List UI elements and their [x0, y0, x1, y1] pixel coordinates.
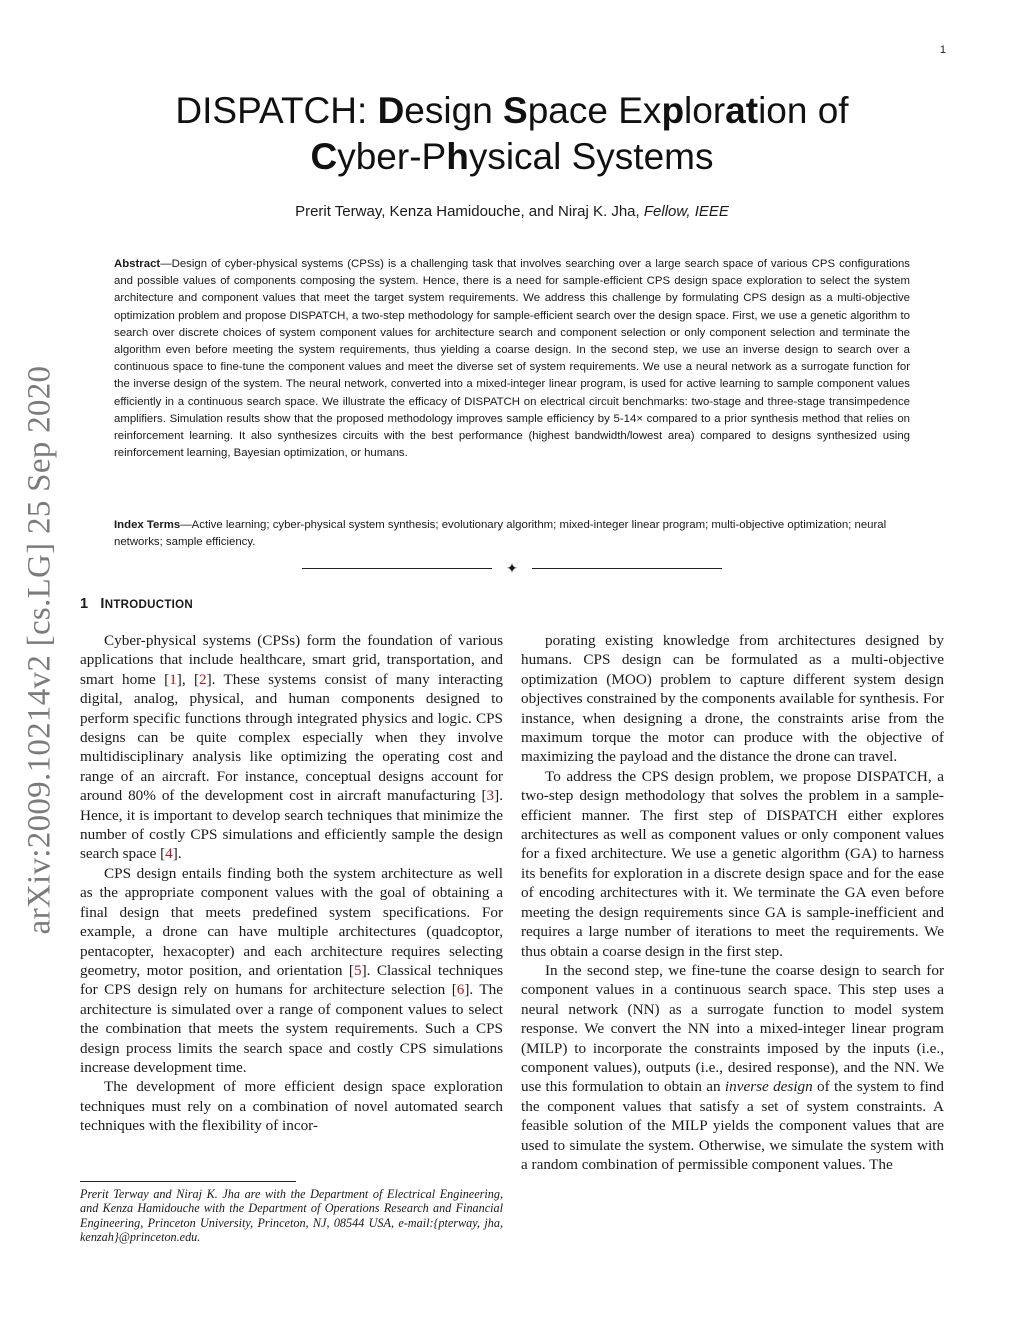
- paragraph-text: ].: [172, 845, 182, 863]
- body-paragraph: [521, 767, 944, 961]
- paragraph-text: CPS design entails finding both the system architecture as well as the appropriate component values with the goal of obtaining a final design that meets predefined system specifications. For example, a drone can have multiple architectures (quadcoptor, pentacopter, hexacopter) and each architecture requires selecting geometry, motor position, and orientation [: [80, 864, 503, 979]
- paper-title: [100, 88, 924, 180]
- paragraph-text: ]. Classical techniques for CPS design rely on humans for architecture selection [: [80, 961, 503, 999]
- paragraph-text: In the second step, we fine-tune the coarse design to search for component values in a continuous search space. This step uses a neural network (NN) as a surrogate function to model system response. We convert the NN into a mixed-integer linear program (MILP) to incorporate the constraints imposed by the inputs (i.e., component values), outputs (i.e., desired response), and the NN. We use this formulation to obtain an: [521, 961, 944, 1096]
- left-column: [80, 631, 503, 1136]
- body-paragraph: [80, 864, 503, 1077]
- section-heading: [80, 596, 193, 612]
- body-paragraph: [80, 1077, 503, 1135]
- paragraph-text: Cyber-physical systems (CPSs) form the foundation of various applications that include healthcare, smart grid, transportation, and smart home [: [80, 632, 503, 688]
- footnote-rule: [80, 1181, 296, 1182]
- abstract-label: Abstract: [114, 258, 161, 270]
- title-segment: p: [661, 90, 685, 131]
- author-fellow: Fellow, IEEE: [643, 203, 729, 220]
- divider-star-icon: ✦: [506, 561, 518, 577]
- section-title-rest: NTRODUCTION: [104, 599, 193, 611]
- body-paragraph: [521, 631, 944, 767]
- divider-line-right: [532, 568, 722, 569]
- citation-link[interactable]: 1: [169, 670, 177, 688]
- title-segment: yber-P: [337, 136, 447, 177]
- paragraph-text: ]. These systems consist of many interacting digital, analog, physical, and human components designed to perform specific functions through integrated physics and logic. CPS designs can be quite complex especially when they involve multidisciplinary analysis like optimizing the operating cost and range of an aircraft. For instance, conceptual designs account for around 80% of the development cost in aircraft manufacturing [: [80, 670, 503, 805]
- emphasis-text: inverse design: [724, 1078, 813, 1096]
- body-paragraph: [80, 631, 503, 864]
- citation-link[interactable]: 5: [353, 961, 362, 979]
- index-terms-label: Index Terms: [114, 519, 181, 531]
- section-title-initial: I: [100, 596, 105, 612]
- footnote: Prerit Terway and Niraj K. Jha are with the Department of Electrical Engineering, and Kenza Hamidouche with the Department of Operations Research and Financial Engineering, Princeton University, Princeton, NJ, 08544 USA, e-mail:{pterway, jha, kenzah}@princeton.edu.: [80, 1187, 503, 1244]
- index-terms-text: —Active learning; cyber-physical system synthesis; evolutionary algorithm; mixed-integer linear program; multi-objective optimization; neural networks; sample efficiency.: [114, 519, 887, 549]
- citation-link[interactable]: 6: [456, 981, 465, 999]
- paragraph-text: To address the CPS design problem, we propose DISPATCH, a two-step design methodology that solves the problem in a sample-efficient manner. The first step of DISPATCH either explores architectures as well as component values or only component values for a fixed architecture. We use a genetic algorithm (GA) to harness its benefits for exploration in a discrete design space and for the ease of encoding architectures with it. We terminate the GA even before meeting the design requirements since GA is sample-inefficient and requires a large number of iterations to meet the requirements. We thus obtain a coarse design in the first step.: [521, 767, 944, 960]
- author-names: Prerit Terway, Kenza Hamidouche, and Niraj K. Jha,: [295, 203, 644, 220]
- citation-link[interactable]: 4: [165, 845, 173, 863]
- title-segment: S: [503, 90, 528, 131]
- citation-link[interactable]: 2: [199, 670, 207, 688]
- title-line-2: [100, 134, 924, 180]
- title-segment: at: [725, 90, 759, 131]
- paragraph-text: The development of more efficient design space exploration techniques must rely on a combination of novel automated search techniques with the flexibility of incor-: [80, 1078, 503, 1135]
- title-segment: C: [310, 136, 338, 177]
- index-terms: [114, 517, 910, 551]
- title-segment: lor: [684, 90, 726, 131]
- paragraph-text: porating existing knowledge from architectures designed by humans. CPS design can be formulated as a multi-objective optimization (MOO) problem to capture different system design objectives constrained by the components available for synthesis. For instance, when designing a drone, the constraints arise from the maximum torque the motor can produce with the objective of maximizing the payload and the distance the drone can travel.: [521, 632, 944, 766]
- title-segment: n: [472, 90, 504, 131]
- title-segment: ysical Systems: [468, 136, 714, 177]
- citation-link[interactable]: 3: [486, 787, 495, 805]
- section-divider: [302, 560, 722, 578]
- title-segment: pace Ex: [527, 90, 662, 131]
- author-list: [100, 203, 924, 220]
- paragraph-text: ], [: [176, 670, 200, 688]
- title-segment: D: [377, 90, 405, 131]
- arxiv-identifier: [20, 355, 60, 945]
- body-paragraph: [521, 961, 944, 1174]
- title-segment: h: [446, 136, 469, 177]
- paragraph-text: ]. Hence, it is important to develop search techniques that minimize the number of costly CPS simulations and efficiently sample the design search space [: [80, 787, 503, 863]
- paragraph-text: ]. The architecture is simulated over a range of component values to select the combination that meets the system requirements. Such a CPS design process limits the search space and costly CPS simulations increase development time.: [80, 981, 503, 1076]
- abstract: [114, 256, 910, 462]
- right-column: [521, 631, 944, 1174]
- title-line-1: [100, 88, 924, 134]
- paragraph-text: of the system to find the component values that satisfy a set of system constraints. A feasible solution of the MILP yields the component values that are used to simulate the system. Otherwise, we simulate the system with a random combination of permissible component values. The: [521, 1078, 944, 1173]
- arxiv-identifier-text: arXiv:2009.10214v2 [cs.LG] 25 Sep 2020: [21, 365, 58, 935]
- title-segment: ion of: [758, 90, 849, 131]
- title-segment: DISPATCH:: [175, 90, 378, 131]
- abstract-text: —Design of cyber-physical systems (CPSs) is a challenging task that involves searching over a large search space of various CPS configurations and possible values of components composing the system. Hence, there is a need for sample-efficient CPS design space exploration to select the system architecture and component values that meet the target system requirements. We address this challenge by formulating CPS design as a multi-objective optimization problem and propose DISPATCH, a two-step methodology for sample-efficient search over the design space. First, we use a genetic algorithm to search over discrete choices of system component values for architecture search and component selection or only component selection and terminate the algorithm even before meeting the system requirements, thus yielding a coarse design. In the second step, we use an inverse design to search over a continuous space to fine-tune the component values and meet the diverse set of system requirements. We use a neural network as a surrogate function for the inverse design of the system. The neural network, converted into a mixed-integer linear program, is used for active learning to sample component values efficiently in a continuous search space. We illustrate the efficacy of DISPATCH on electrical circuit benchmarks: two-stage and three-stage transimpedence amplifiers. Simulation results show that the proposed methodology improves sample efficiency by 5-14× compared to a prior synthesis method that relies on reinforcement learning. It also synthesizes circuits with the best performance (highest bandwidth/lowest area) compared to designs synthesized using reinforcement learning, Bayesian optimization, or humans.: [114, 258, 910, 460]
- title-segment: g: [451, 90, 473, 131]
- title-segment: esi: [404, 90, 452, 131]
- divider-line-left: [302, 568, 492, 569]
- page-number: 1: [939, 44, 946, 56]
- section-number: 1: [80, 596, 89, 612]
